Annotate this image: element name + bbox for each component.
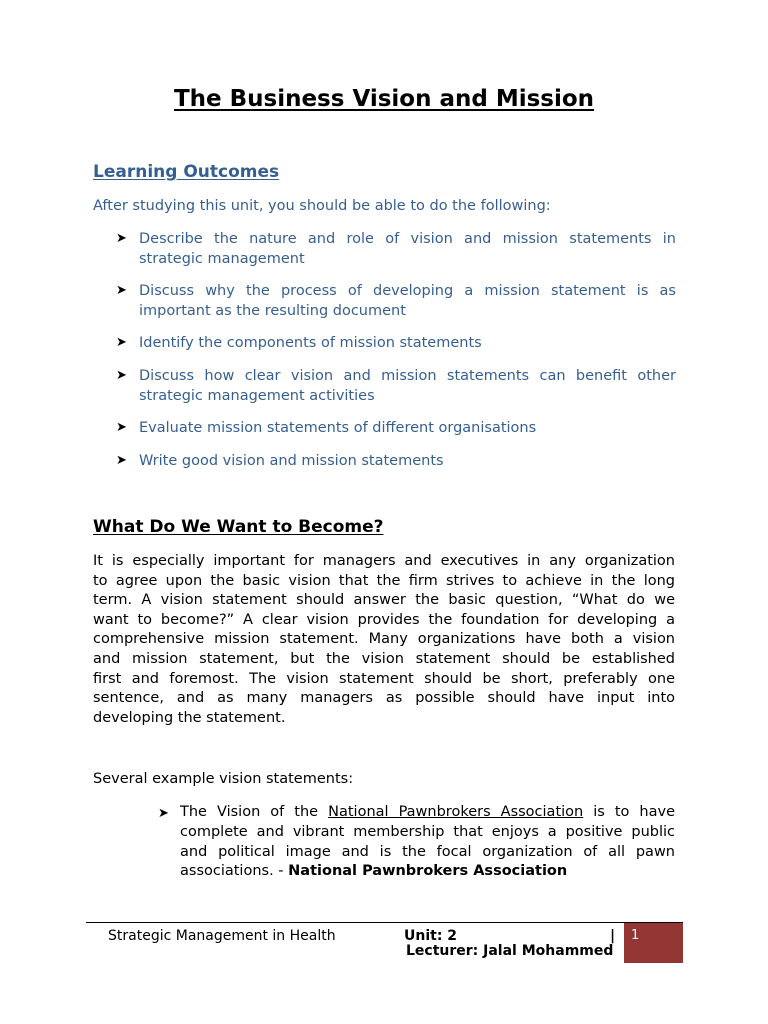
list-item: ➤ Discuss why the process of developing a mission statement is as important as the resulting document [116,283,676,319]
arrowhead-bullet-icon: ➤ [116,453,127,468]
examples-intro: Several example vision statements: [93,771,354,787]
list-item: ➤ Identify the components of mission statements [116,335,482,351]
example-vision-item: ➤ The Vision of the National Pawnbrokers Association is to have complete and vibrant membership that enjoys a positive public and political image and is the focal organization of all pawn associations. - National Pawnbrokers Association [158,804,676,880]
page-number-box [624,923,683,963]
learning-outcomes-intro: After studying this unit, you should be able to do the following: [93,198,551,214]
arrowhead-bullet-icon: ➤ [116,335,127,350]
footer-lecturer: Lecturer: Jalal Mohammed [406,943,614,959]
list-item: ➤ Write good vision and mission statements [116,453,444,469]
npa-link[interactable]: National Pawnbrokers Association [328,804,584,820]
arrowhead-bullet-icon: ➤ [116,283,127,298]
attribution: National Pawnbrokers Association [288,863,568,880]
list-item: ➤ Describe the nature and role of vision and mission statements in strategic management [116,231,676,267]
arrowhead-bullet-icon: ➤ [158,806,169,821]
footer-unit: Unit: 2 [404,928,458,944]
page-title: The Business Vision and Mission [173,86,595,112]
arrowhead-bullet-icon: ➤ [116,368,127,383]
list-item: ➤ Evaluate mission statements of different organisations [116,420,537,436]
arrowhead-bullet-icon: ➤ [116,231,127,246]
footer-divider [86,922,683,923]
section-heading: What Do We Want to Become? [93,517,384,537]
learning-outcomes-list [116,229,676,471]
footer-course: Strategic Management in Health [108,928,336,944]
footer-separator: | [610,928,616,944]
arrowhead-bullet-icon: ➤ [116,420,127,435]
vision-paragraph: It is especially important for managers and executives in any organization to agree upon the basic vision that the firm strives to achieve in the long term. A vision statement should answer the basic question, “What do we want to become?” A clear vision provides the foundation for developing a comprehensive mission statement. Many organizations have both a vision and mission statement, but the vision statement should be established first and foremost. The vision statement should be short, preferably one sentence, and as many managers as possible should have input into developing the statement. [93,553,675,726]
page-number: 1 [631,928,640,943]
list-item: ➤ Discuss how clear vision and mission statements can benefit other strategic management activities [116,368,676,404]
learning-outcomes-heading: Learning Outcomes [93,162,280,182]
